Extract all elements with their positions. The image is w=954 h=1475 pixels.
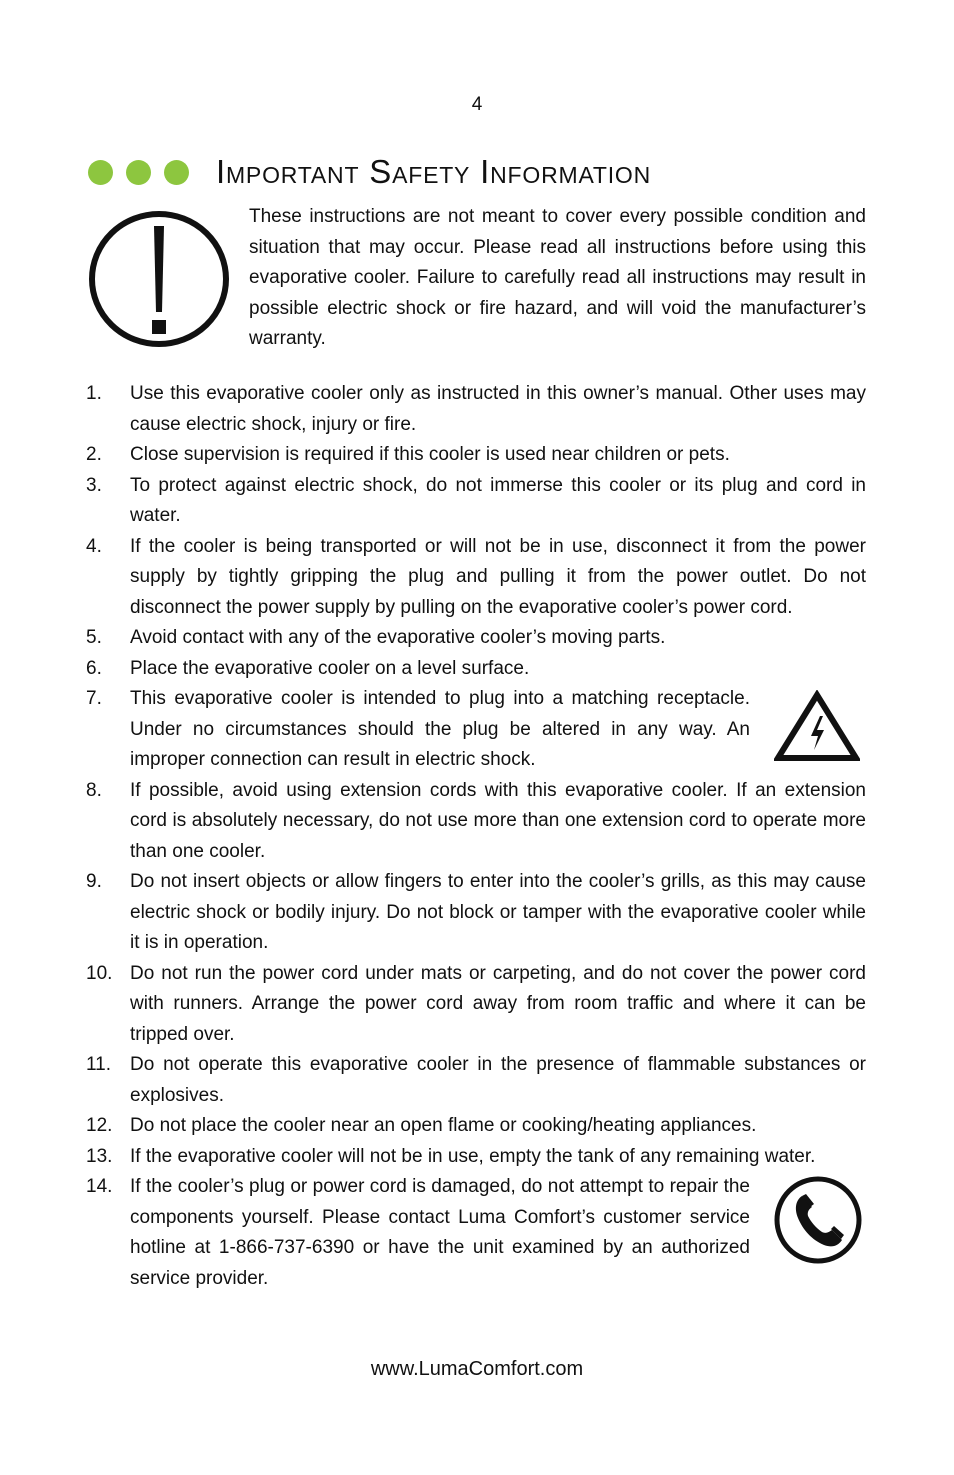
safety-list bbox=[86, 379, 866, 1294]
list-item bbox=[86, 379, 866, 440]
item-text: Close supervision is required if this cooler is used near children or pets. bbox=[130, 444, 730, 465]
item-number: 13. bbox=[86, 1145, 113, 1167]
item-number: 11. bbox=[86, 1054, 112, 1075]
item-number: 6. bbox=[86, 657, 102, 679]
item-text: To protect against electric shock, do not immerse this cooler or its plug and cord in water. bbox=[130, 474, 866, 526]
list-item bbox=[86, 1142, 866, 1173]
green-dots-icon bbox=[88, 160, 189, 185]
electric-shock-warning-icon bbox=[774, 690, 860, 762]
green-dot bbox=[164, 160, 189, 185]
list-item bbox=[86, 684, 866, 776]
item-number: 3. bbox=[86, 474, 102, 496]
item-number: 14. bbox=[86, 1176, 113, 1197]
phone-circle-icon bbox=[772, 1174, 864, 1266]
item-text: Do not operate this evaporative cooler in the presence of flammable substances or explosives. bbox=[130, 1054, 866, 1106]
item-text: Do not run the power cord under mats or carpeting, and do not cover the power cord with runners. Arrange the power cord away from room traffic and where it can be tripped over. bbox=[130, 962, 866, 1045]
intro-paragraph: These instructions are not meant to cover every possible condition and situation that may occur. Please read all instructions before using this evaporative cooler. Failure to carefully read all instructions may result in possible electric shock or fire hazard, and will void the manufacturer’s warranty. bbox=[249, 206, 866, 349]
item-number: 8. bbox=[86, 779, 102, 801]
list-item bbox=[86, 1050, 866, 1111]
list-item bbox=[86, 532, 866, 624]
item-number: 1. bbox=[86, 383, 102, 404]
item-text: Avoid contact with any of the evaporative cooler’s moving parts. bbox=[130, 627, 666, 648]
list-item bbox=[86, 959, 866, 1051]
item-text: Do not insert objects or allow fingers to enter into the cooler’s grills, as this may cause electric shock or bodily injury. Do not block or tamper with the evaporative cooler while it is in operation. bbox=[130, 871, 866, 953]
list-item bbox=[86, 440, 866, 471]
list-item bbox=[86, 471, 866, 532]
item-number: 10. bbox=[86, 962, 113, 984]
list-item bbox=[86, 1172, 866, 1294]
item-number: 5. bbox=[86, 627, 102, 648]
page-number: 4 bbox=[471, 94, 483, 115]
item-number: 2. bbox=[86, 444, 102, 465]
list-item bbox=[86, 654, 866, 685]
item-number: 4. bbox=[86, 535, 102, 557]
list-item bbox=[86, 1111, 866, 1142]
item-text: Place the evaporative cooler on a level surface. bbox=[130, 657, 530, 679]
item-text: If possible, avoid using extension cords with this evaporative cooler. If an extension cord is absolutely necessary, do not use more than one extension cord to operate more than one cooler. bbox=[130, 779, 866, 862]
list-item bbox=[86, 867, 866, 959]
item-number: 12. bbox=[86, 1115, 113, 1136]
footer-website: www.LumaComfort.com bbox=[370, 1358, 584, 1380]
item-text: Do not place the cooler near an open flame or cooking/heating appliances. bbox=[130, 1115, 757, 1136]
exclamation-circle-icon bbox=[86, 208, 232, 350]
item-number: 7. bbox=[86, 688, 102, 709]
green-dot bbox=[126, 160, 151, 185]
item-text: If the evaporative cooler will not be in use, empty the tank of any remaining water. bbox=[130, 1145, 816, 1167]
item-number: 9. bbox=[86, 871, 102, 892]
list-item bbox=[86, 776, 866, 868]
item-text: If the cooler’s plug or power cord is damaged, do not attempt to repair the components yourself. Please contact Luma Comfort’s customer service hotline at 1-866-737-6390 or have the unit examined by an authorized service provider. bbox=[130, 1176, 750, 1289]
section-heading bbox=[88, 148, 651, 196]
list-item bbox=[86, 623, 866, 654]
item-text: This evaporative cooler is intended to plug into a matching receptacle. Under no circumstances should the plug be altered in any way. An improper connection can result in electric shock. bbox=[130, 688, 750, 770]
item-text: Use this evaporative cooler only as instructed in this owner’s manual. Other uses may cause electric shock, injury or fire. bbox=[130, 383, 866, 435]
item-text: If the cooler is being transported or will not be in use, disconnect it from the power supply by tightly gripping the plug and pulling it from the power outlet. Do not disconnect the power supply by pulling on the evaporative cooler’s power cord. bbox=[130, 535, 866, 618]
page-title: Important Safety Information bbox=[216, 153, 652, 190]
green-dot bbox=[88, 160, 113, 185]
